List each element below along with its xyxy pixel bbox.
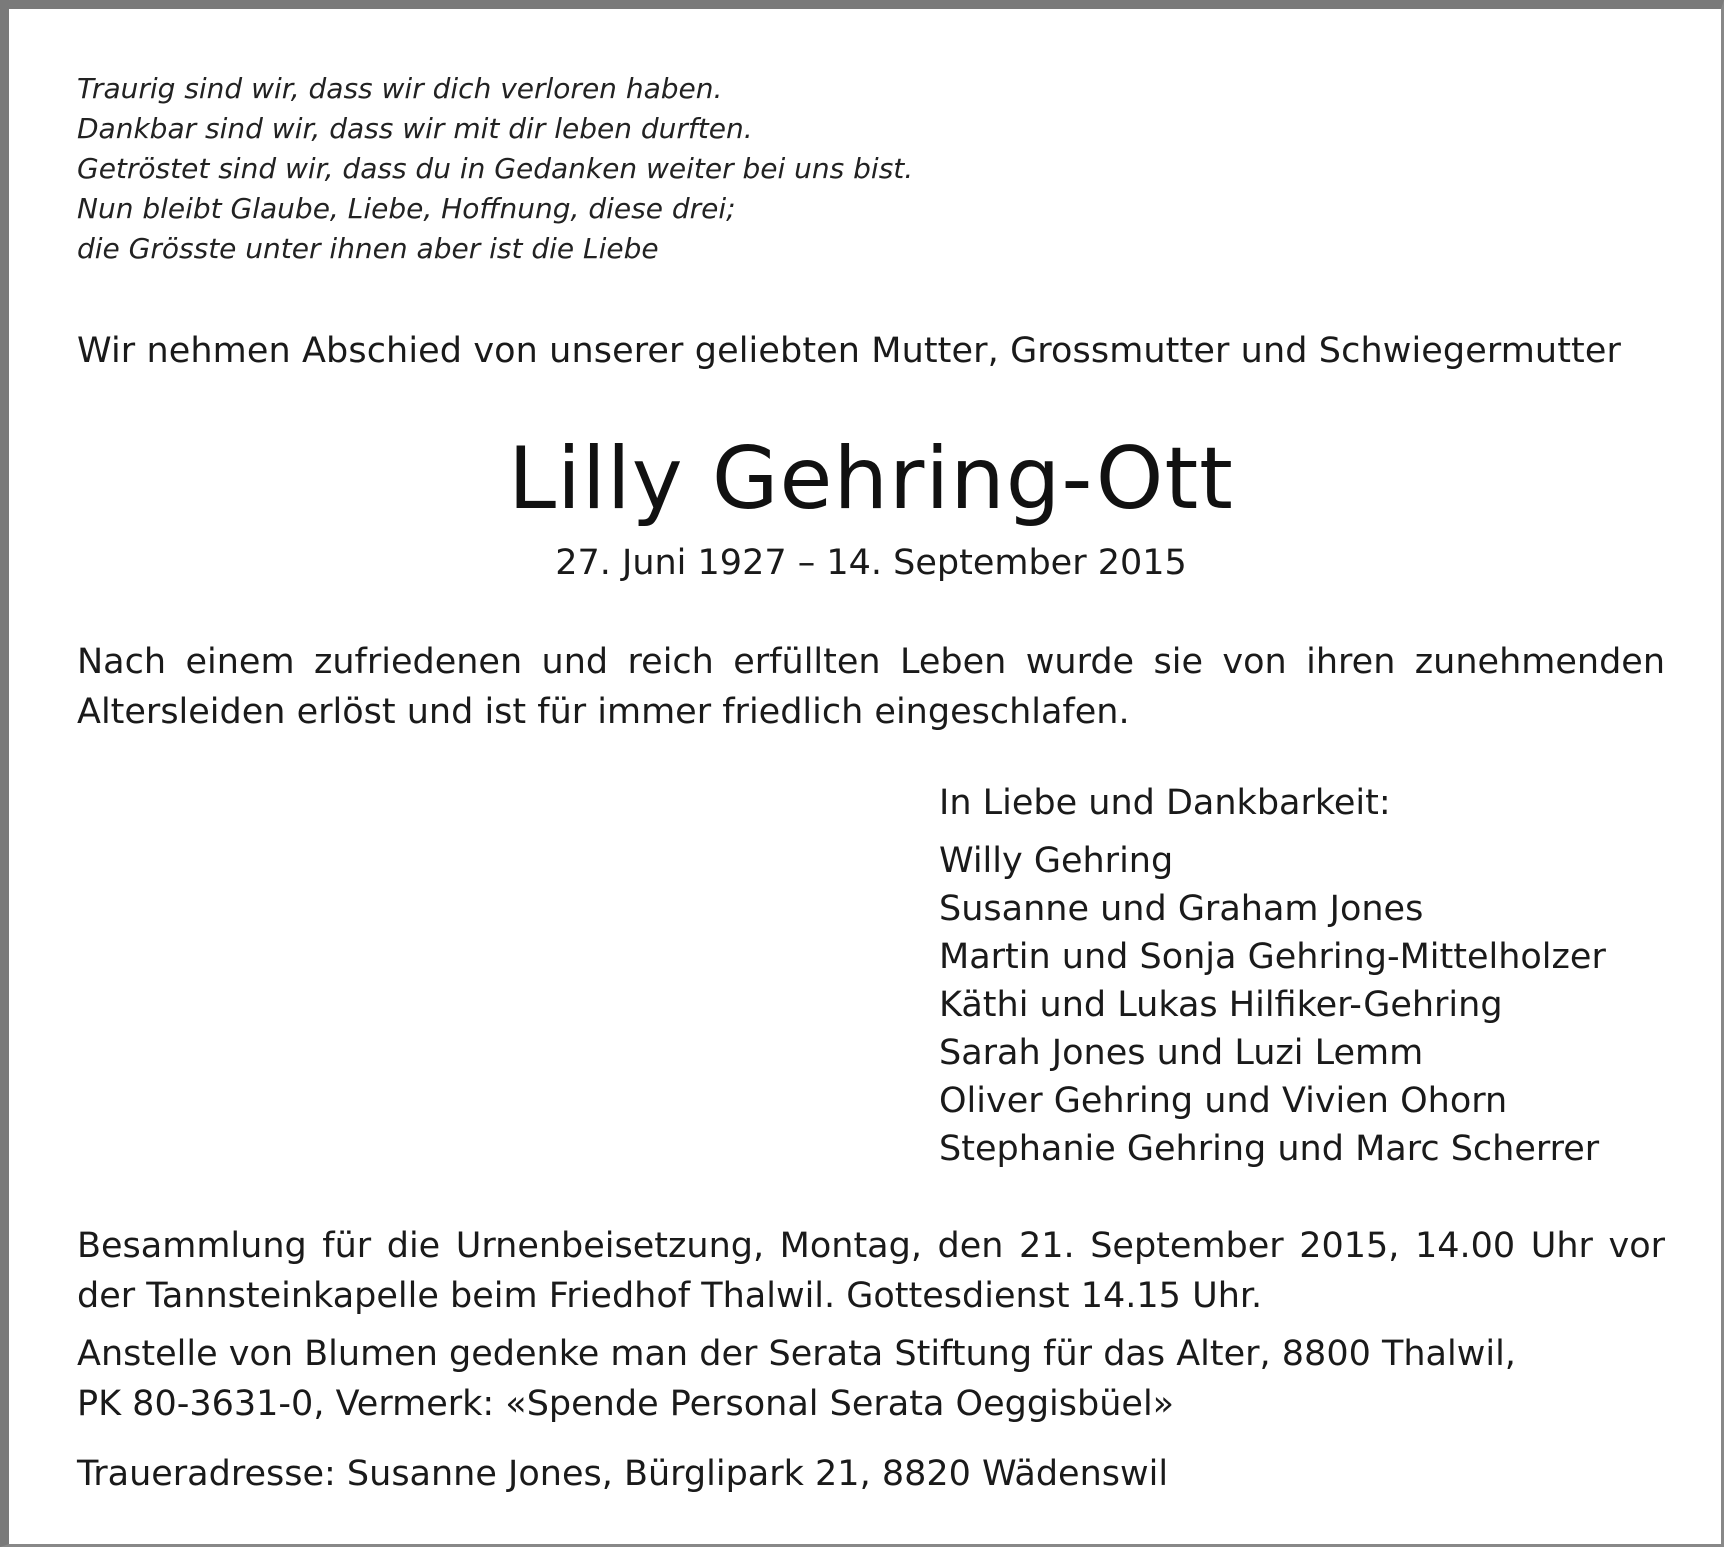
family-member: Willy Gehring — [939, 841, 1174, 881]
donation-line: PK 80-3631-0, Vermerk: «Spende Personal Serata Oeggisbüel» — [77, 1384, 1175, 1424]
family-member: Käthi und Lukas Hilfiker-Gehring — [939, 985, 1503, 1025]
family-member: Stephanie Gehring und Marc Scherrer — [939, 1129, 1600, 1169]
donation-info — [77, 1329, 1516, 1429]
family-heading: In Liebe und Dankbarkeit: — [939, 783, 1391, 823]
poem-line: die Grösste unter ihnen aber ist die Liebe — [77, 232, 659, 265]
family-member: Susanne und Graham Jones — [939, 889, 1424, 929]
intro-text: Wir nehmen Abschied von unserer geliebten Mutter, Grossmutter und Schwiegermutter — [77, 331, 1621, 371]
poem-line: Nun bleibt Glaube, Liebe, Hoffnung, diese drei; — [77, 192, 736, 225]
ceremony-line: Besammlung für die Urnenbeisetzung, Montag, den 21. September 2015, 14.00 Uhr vor — [77, 1226, 1665, 1266]
deceased-name: Lilly Gehring-Ott — [508, 429, 1234, 529]
poem-line: Dankbar sind wir, dass wir mit dir leben durften. — [77, 112, 753, 145]
donation-line: Anstelle von Blumen gedenke man der Serata Stiftung für das Alter, 8800 Thalwil, — [77, 1334, 1516, 1374]
poem-line: Traurig sind wir, dass wir dich verloren haben. — [77, 72, 723, 105]
message-text — [77, 637, 1665, 737]
family-list — [939, 779, 1606, 1173]
ceremony-info — [77, 1221, 1665, 1321]
family-member: Martin und Sonja Gehring-Mittelholzer — [939, 937, 1606, 977]
ceremony-line: der Tannsteinkapelle beim Friedhof Thalwil. Gottesdienst 14.15 Uhr. — [77, 1276, 1263, 1316]
poem-line: Getröstet sind wir, dass du in Gedanken weiter bei uns bist. — [77, 152, 914, 185]
mourning-address: Traueradresse: Susanne Jones, Bürglipark 21, 8820 Wädenswil — [77, 1454, 1169, 1494]
family-member: Oliver Gehring und Vivien Ohorn — [939, 1081, 1508, 1121]
family-member: Sarah Jones und Luzi Lemm — [939, 1033, 1424, 1073]
message-line: Altersleiden erlöst und ist für immer friedlich eingeschlafen. — [77, 692, 1130, 732]
message-line: Nach einem zufriedenen und reich erfüllten Leben wurde sie von ihren zunehmenden — [77, 642, 1665, 682]
poem — [77, 69, 1077, 269]
life-dates: 27. Juni 1927 – 14. September 2015 — [555, 543, 1187, 583]
